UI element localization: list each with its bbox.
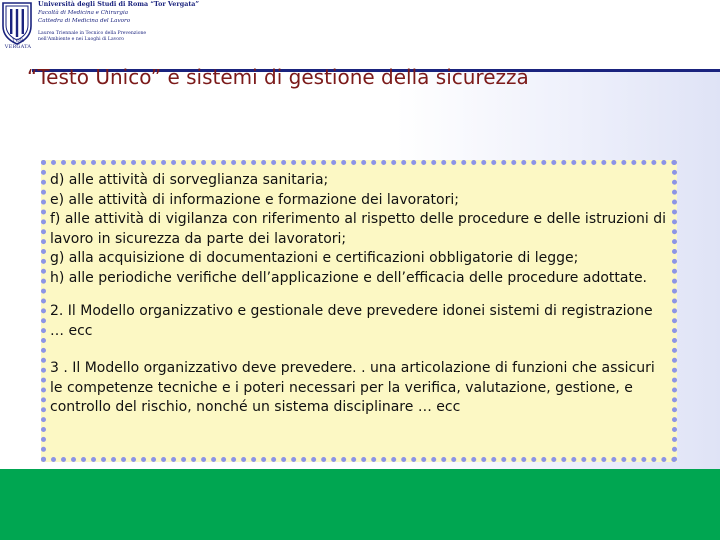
logo-caption: TOR VERGATA <box>4 38 32 50</box>
list-item: d) alle attività di sorveglianza sanitaria; <box>50 172 329 188</box>
content-box <box>41 160 677 462</box>
paragraph-3: 3 . Il Modello organizzativo deve prevedere. . una articolazione di funzioni che assicuri le competenze tecniche e i poteri necessari per la verifica, valutazione, gestione, e controllo del rischio, nonché un sistema disciplinare … ecc <box>50 360 655 415</box>
paragraph-2: 2. Il Modello organizzativo e gestionale deve prevedere idonei sistemi di registrazione … ecc <box>50 303 653 339</box>
degree-line-1: Laurea Triennale in Tecnico della Prevenzione <box>38 31 147 36</box>
header <box>0 0 720 70</box>
list-item: g) alla acquisizione di documentazioni e certificazioni obbligatorie di legge; <box>50 250 579 266</box>
institution-block <box>38 0 208 43</box>
footer-bar <box>0 469 720 540</box>
list-item: e) alle attività di informazione e formazione dei lavoratori; <box>50 191 459 208</box>
faculty-name: Facoltà di Medicina e Chirurgia <box>38 10 129 16</box>
slide-title: “Testo Unico” e sistemi di gestione della sicurezza <box>27 65 529 89</box>
university-name: Università degli Studi di Roma “Tor Vergata” <box>38 0 200 8</box>
list-item: f) alle attività di vigilanza con riferimento al rispetto delle procedure e delle istruzioni di lavoro in sicurezza da parte dei lavoratori; <box>50 211 667 247</box>
degree-line-2: nell'Ambiente e nei Luoghi di Lavoro <box>38 37 125 42</box>
chair-name: Cattedra di Medicina del Lavoro <box>38 18 131 24</box>
list-item: h) alle periodiche verifiche dell’applicazione e dell’efficacia delle procedure adottate. <box>50 269 648 286</box>
